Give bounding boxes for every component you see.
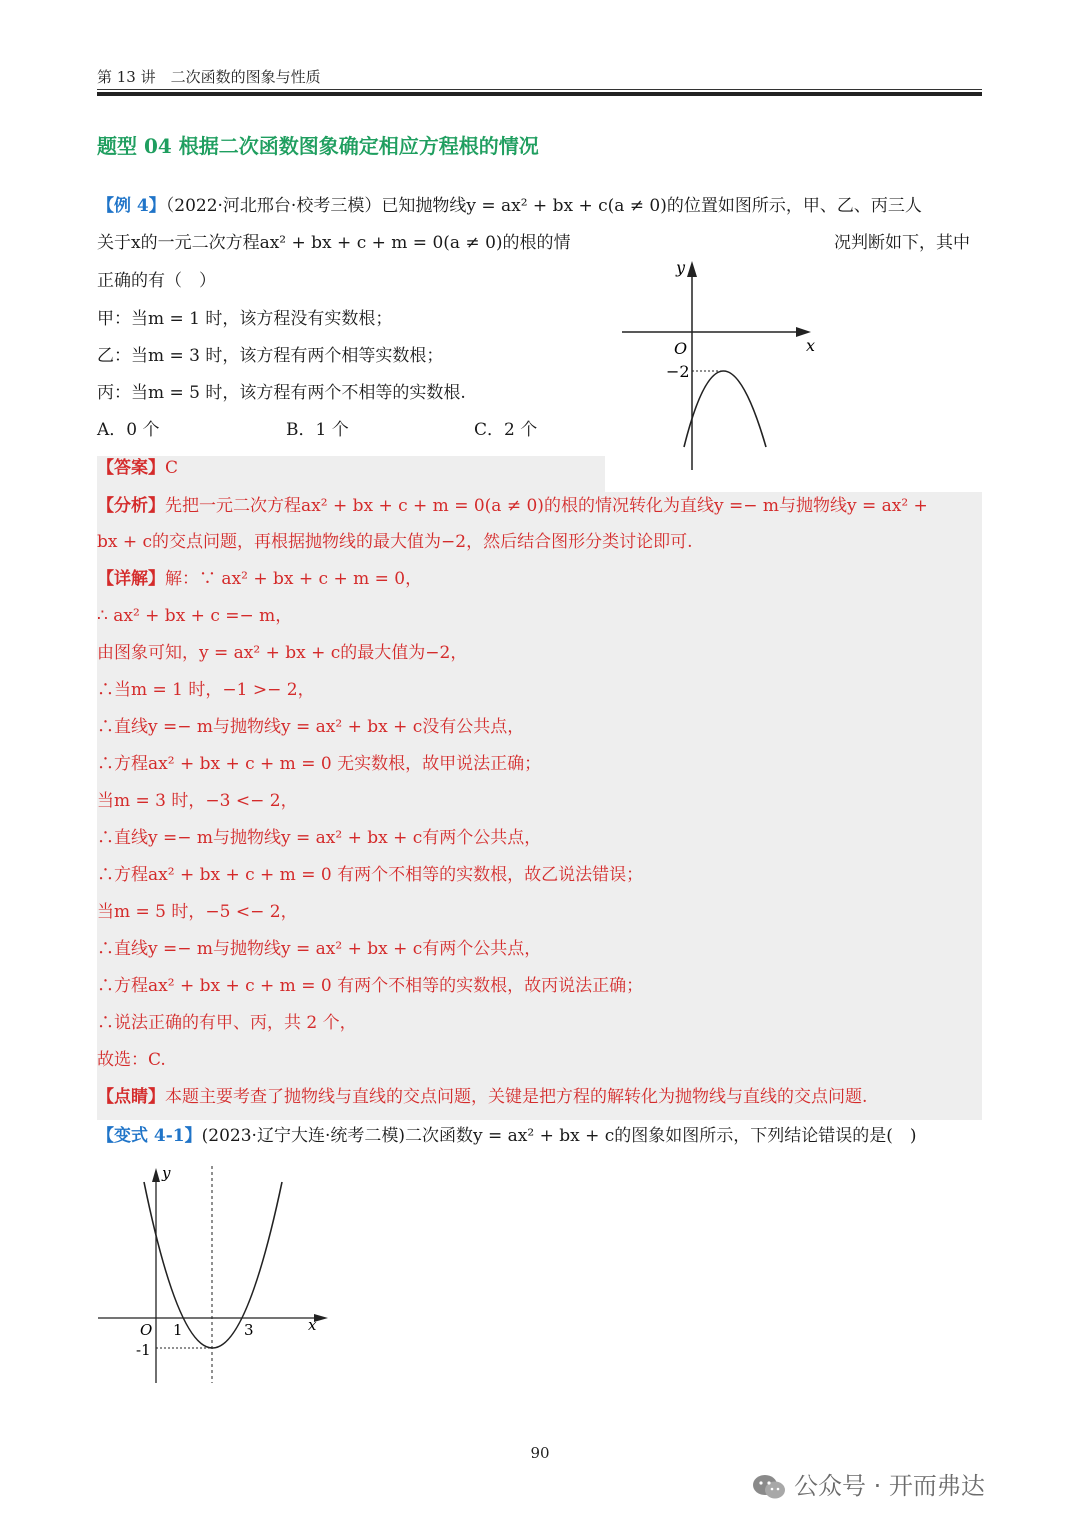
solution-tag: 【详解】 — [97, 569, 165, 589]
wechat-icon — [752, 1473, 786, 1501]
solution-line-13: 故选：C. — [97, 1050, 166, 1070]
fig1-y-label: y — [676, 258, 686, 277]
fig1-parabola-curve — [684, 371, 766, 447]
remark-line — [97, 1084, 867, 1110]
figure-2-parabola — [92, 1158, 342, 1388]
answer-value: C — [165, 458, 179, 478]
solution-line-8: ∴方程ax² + bx + c + m = 0 有两个不相等的实数根，故乙说法错误； — [97, 865, 644, 885]
example-source: （2022·河北邢台·校考三模） — [165, 196, 382, 216]
solution-line-1: ∴ ax² + bx + c =− m， — [97, 606, 293, 626]
option-a: A．0 个 — [97, 420, 160, 440]
section-title: 题型 04 根据二次函数图象确定相应方程根的情况 — [97, 134, 539, 158]
example-stem-1: 已知抛物线y = ax² + bx + c(a ≠ 0)的位置如图所示，甲、乙、丙三人 — [381, 196, 922, 216]
condition-bing: 丙：当m = 5 时，该方程有两个不相等的实数根. — [97, 383, 466, 403]
header-rule-thick — [97, 92, 982, 96]
solution-line-0 — [97, 566, 422, 592]
fig2-x-tick-3: 3 — [244, 1321, 254, 1339]
solution-line-6: 当m = 3 时，−3 <− 2， — [97, 791, 298, 811]
condition-yi: 乙：当m = 3 时，该方程有两个相等实数根； — [97, 346, 444, 366]
fig2-y-tick: -1 — [136, 1341, 151, 1359]
solution-line-4: ∴直线y =− m与抛物线y = ax² + bx + c没有公共点， — [97, 717, 525, 737]
solution-line-2: 由图象可知，y = ax² + bx + c的最大值为−2， — [97, 643, 468, 663]
example-line-3: 正确的有（ ） — [97, 271, 216, 291]
header-text: 第 13 讲 二次函数的图象与性质 — [97, 68, 321, 86]
figure-1-parabola — [612, 255, 822, 475]
fig2-x-tick-1: 1 — [173, 1321, 183, 1339]
solution-line-7: ∴直线y =− m与抛物线y = ax² + bx + c有两个公共点， — [97, 828, 542, 848]
header-rule-thin — [97, 89, 982, 90]
answer-tag: 【答案】 — [97, 458, 165, 478]
fig2-y-arrow — [152, 1168, 160, 1182]
fig2-origin-label: O — [140, 1321, 153, 1339]
example-line-1 — [97, 193, 922, 219]
solution-line-10: ∴直线y =− m与抛物线y = ax² + bx + c有两个公共点， — [97, 939, 542, 959]
option-b: B．1 个 — [286, 420, 349, 440]
variant-line — [97, 1123, 917, 1149]
fig1-origin-label: O — [674, 339, 688, 358]
solution-line-12: ∴说法正确的有甲、丙，共 2 个， — [97, 1013, 357, 1033]
fig1-x-label: x — [806, 336, 816, 355]
solution-line-11: ∴方程ax² + bx + c + m = 0 有两个不相等的实数根，故丙说法正确； — [97, 976, 644, 996]
answer-line — [97, 455, 178, 481]
analysis-line-2: bx + c的交点问题，再根据抛物线的最大值为−2，然后结合图形分类讨论即可. — [97, 532, 693, 552]
fig1-tick-label: −2 — [666, 362, 690, 381]
variant-tag: 【变式 4-1】 — [97, 1126, 202, 1146]
option-c: C．2 个 — [474, 420, 538, 440]
watermark — [752, 1466, 985, 1501]
watermark-text: 公众号 · 开而弗达 — [794, 1472, 985, 1500]
fig2-y-label: y — [162, 1164, 171, 1182]
condition-jia: 甲：当m = 1 时，该方程没有实数根； — [97, 309, 393, 329]
example-line-2b: 况判断如下，其中 — [834, 233, 970, 253]
solution-line-9: 当m = 5 时，−5 <− 2， — [97, 902, 298, 922]
remark-text: 本题主要考查了抛物线与直线的交点问题，关键是把方程的解转化为抛物线与直线的交点问题. — [165, 1087, 868, 1107]
solution-line-3: ∴当m = 1 时，−1 >− 2， — [97, 680, 315, 700]
example-tag: 【例 4】 — [97, 196, 166, 216]
analysis-tag: 【分析】 — [97, 496, 165, 516]
remark-tag: 【点睛】 — [97, 1087, 165, 1107]
page-number: 90 — [530, 1444, 550, 1462]
fig1-y-arrow — [687, 261, 697, 277]
variant-text: 二次函数y = ax² + bx + c的图象如图所示，下列结论错误的是( ) — [404, 1126, 917, 1146]
fig2-x-label: x — [308, 1316, 317, 1334]
example-line-2: 关于x的一元二次方程ax² + bx + c + m = 0(a ≠ 0)的根的情 — [97, 233, 571, 253]
solution-line-5: ∴方程ax² + bx + c + m = 0 无实数根，故甲说法正确； — [97, 754, 542, 774]
analysis-text-1: 先把一元二次方程ax² + bx + c + m = 0(a ≠ 0)的根的情况转化为直线y =− m与抛物线y = ax² + — [165, 496, 928, 516]
variant-source: (2023·辽宁大连·统考二模) — [201, 1126, 405, 1146]
analysis-line-1 — [97, 493, 928, 519]
solution-text-0: 解：∵ ax² + bx + c + m = 0， — [165, 569, 423, 589]
fig2-parabola-curve — [144, 1182, 282, 1348]
